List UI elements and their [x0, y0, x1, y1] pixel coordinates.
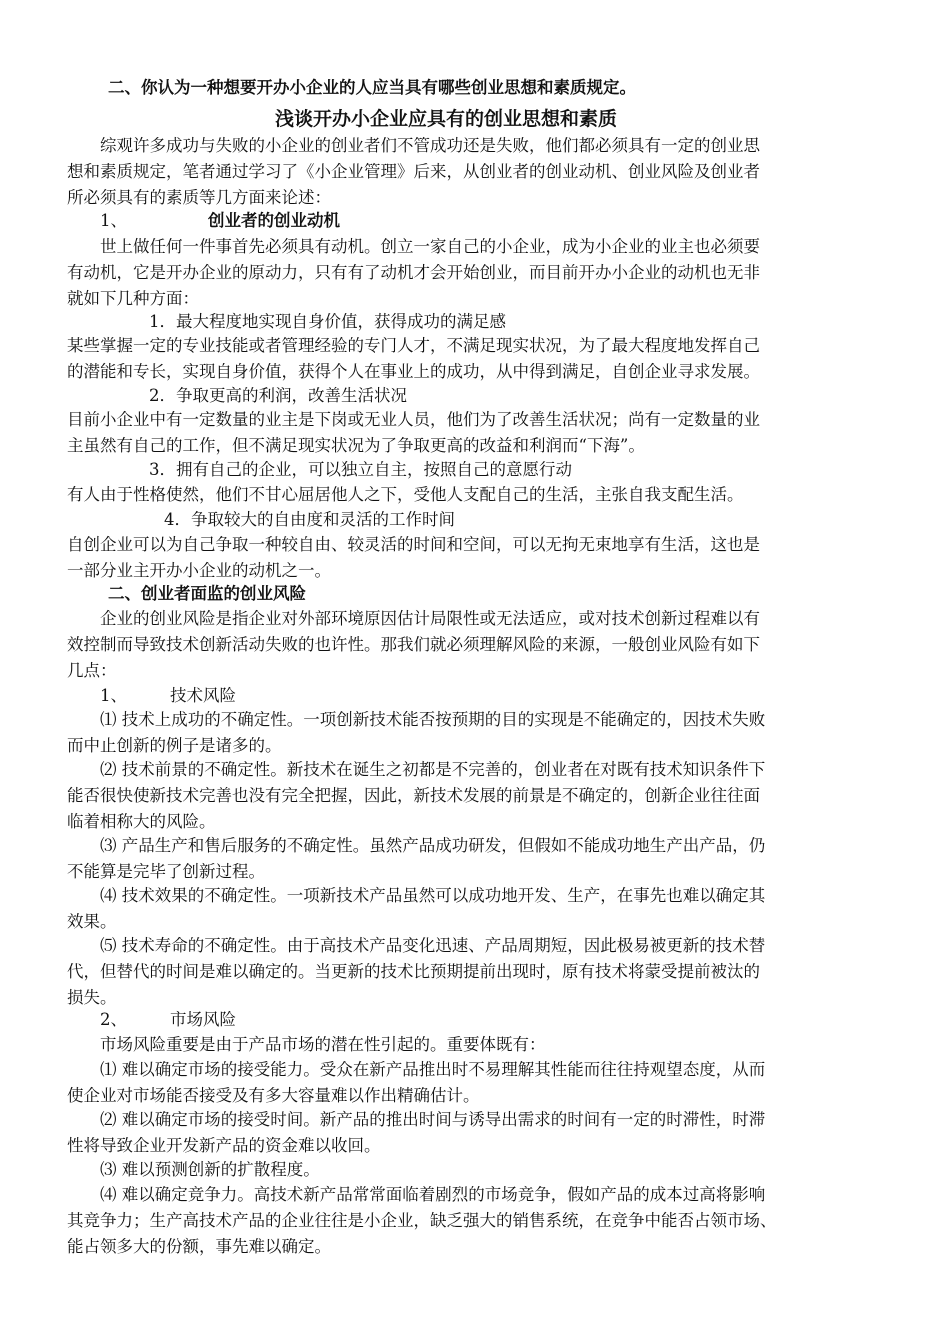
para-line: 世上做任何一件事首先必须具有动机。创立一家自己的小企业，成为小企业的业主也必须要 — [100, 237, 760, 256]
list-item: ⑸ 技术寿命的不确定性。由于高技术产品变化迅速、产品周期短，因此极易被更新的技术替 — [100, 936, 766, 955]
list-item: 能否很快使新技术完善也没有完全把握，因此，新技术发展的前景是不确定的，创新企业往往面 — [67, 786, 760, 805]
intro-line: 综观许多成功与失败的小企业的创业者们不管成功还是失败，他们都必须具有一定的创业思 — [100, 136, 760, 155]
list-item: 不能算是完毕了创新过程。 — [67, 862, 265, 881]
list-item: ⑵ 难以确定市场的接受时间。新产品的推出时间与诱导出需求的时间有一定的时滞性，时滞 — [100, 1110, 766, 1129]
list-item: 其竞争力；生产高技术产品的企业往往是小企业，缺乏强大的销售系统，在竞争中能否占领市场、 — [67, 1211, 777, 1230]
list-item: 临着相称大的风险。 — [67, 812, 216, 831]
market-intro: 市场风险重要是由于产品市场的潜在性引起的。重要体既有： — [100, 1035, 546, 1054]
section-heading: 创业者的创业动机 — [208, 211, 340, 230]
list-item: ⑴ 难以确定市场的接受能力。受众在新产品推出时不易理解其性能而往往持观望态度，从而 — [100, 1060, 766, 1079]
motive-text: 主虽然有自己的工作，但不满足现实状况为了争取更高的改益和利润而“下海”。 — [67, 436, 645, 455]
intro-line: 所必须具有的素质等几方面来论述： — [67, 188, 331, 207]
question-heading: 二、你认为一种想要开办小企业的人应当具有哪些创业思想和素质规定。 — [108, 78, 636, 97]
motive-text: 一部分业主开办小企业的动机之一。 — [67, 561, 331, 580]
motive-text: 有人由于性格使然，他们不甘心屈居他人之下，受他人支配自己的生活，主张自我支配生活。 — [67, 485, 744, 504]
list-item: 使企业对市场能否接受及有多大容量难以作出精确估计。 — [67, 1086, 480, 1105]
subsection-number: 2、 — [100, 1010, 127, 1029]
motive-text: 自创企业可以为自己争取一种较自由、较灵活的时间和空间，可以无拘无束地享有生活，这也是 — [67, 535, 760, 554]
motive-text: 目前小企业中有一定数量的业主是下岗或无业人员，他们为了改善生活状况；尚有一定数量的业 — [67, 410, 760, 429]
motive-text: 某些掌握一定的专业技能或者管理经验的专门人才，不满足现实状况，为了最大程度地发挥自己 — [67, 336, 760, 355]
para-line: 有动机，它是开办企业的原动力，只有有了动机才会开始创业，而目前开办小企业的动机也无非 — [67, 263, 760, 282]
subsection-heading: 市场风险 — [170, 1010, 236, 1029]
motive-heading: 2．争取更高的利润，改善生活状况 — [149, 386, 407, 405]
subsection-number: 1、 — [100, 686, 127, 705]
list-item: ⑷ 技术效果的不确定性。一项新技术产品虽然可以成功地开发、生产，在事先也难以确定其 — [100, 886, 766, 905]
list-item: ⑶ 产品生产和售后服务的不确定性。虽然产品成功研发，但假如不能成功地生产出产品，仍 — [100, 836, 766, 855]
motive-heading: 4．争取较大的自由度和灵活的工作时间 — [164, 510, 455, 529]
list-item: 能占领多大的份额，事先难以确定。 — [67, 1237, 331, 1256]
list-item: ⑶ 难以预测创新的扩散程度。 — [100, 1160, 320, 1179]
intro-line: 想和素质规定，笔者通过学习了《小企业管理》后来，从创业者的创业动机、创业风险及创业者 — [67, 162, 760, 181]
article-title: 浅谈开办小企业应具有的创业思想和素质 — [275, 108, 618, 130]
list-item: ⑷ 难以确定竞争力。高技术新产品常常面临着剧烈的市场竞争，假如产品的成本过高将影响 — [100, 1185, 766, 1204]
para-line: 效控制而导致技术创新活动失败的也许性。那我们就必须理解风险的来源，一般创业风险有如下 — [67, 635, 760, 654]
motive-heading: 3．拥有自己的企业，可以独立自主，按照自己的意愿行动 — [149, 460, 572, 479]
list-item: 性将导致企业开发新产品的资金难以收回。 — [67, 1136, 381, 1155]
list-item: 效果。 — [67, 912, 117, 931]
list-item: ⑵ 技术前景的不确定性。新技术在诞生之初都是不完善的，创业者在对既有技术知识条件下 — [100, 760, 766, 779]
list-item: 损失。 — [67, 988, 117, 1007]
para-line: 就如下几种方面： — [67, 289, 199, 308]
subsection-heading: 技术风险 — [170, 686, 236, 705]
para-line: 几点： — [67, 661, 117, 680]
list-item: 代，但替代的时间是难以确定的。当更新的技术比预期提前出现时，原有技术将蒙受提前被汰的 — [67, 962, 760, 981]
para-line: 企业的创业风险是指企业对外部环境原因估计局限性或无法适应，或对技术创新过程难以有 — [100, 609, 760, 628]
motive-text: 的潜能和专长，实现自身价值，获得个人在事业上的成功，从中得到满足，自创企业寻求发展。 — [67, 362, 760, 381]
section-number: 1、 — [100, 211, 127, 230]
list-item: 而中止创新的例子是诸多的。 — [67, 736, 282, 755]
motive-heading: 1．最大程度地实现自身价值，获得成功的满足感 — [149, 312, 506, 331]
section-heading: 二、创业者面监的创业风险 — [108, 584, 306, 603]
list-item: ⑴ 技术上成功的不确定性。一项创新技术能否按预期的目的实现是不能确定的，因技术失败 — [100, 710, 766, 729]
